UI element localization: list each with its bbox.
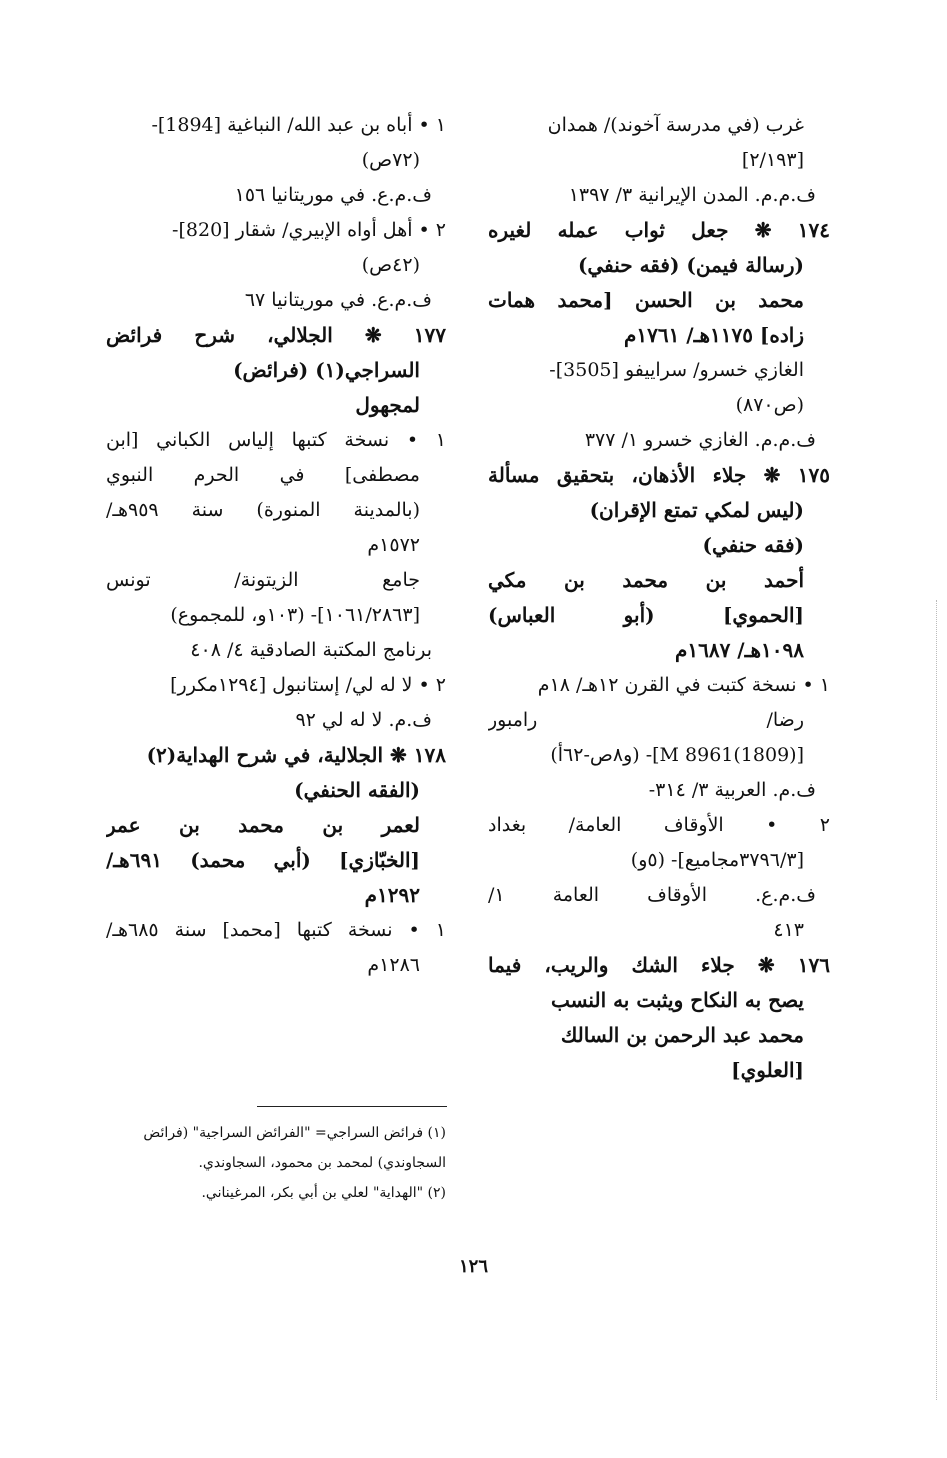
text-line: (فقه حنفي) (702, 533, 804, 557)
text-line: [الخبّازي] (أبي محمد) ٦٩١هـ/ (106, 848, 420, 872)
text-line: ١ • أباه بن عبد الله/ النباغية [1894]- (151, 114, 446, 136)
text-line: [الحموي] (أبو العباس) (488, 603, 804, 627)
text-line: ٤١٣ (773, 919, 804, 941)
text-line: (رسالة فيمن) (فقه حنفي) (577, 253, 804, 277)
text-line: ١٢٩٢م (364, 883, 420, 907)
text-line: (٤٢ص) (361, 254, 420, 276)
footnotes (106, 1118, 446, 1208)
text-line: أحمد بن محمد بن مكي (488, 568, 804, 592)
text-line: برنامج المكتبة الصادقية ٤/ ٤٠٨ (190, 639, 432, 661)
text-line: (٧٢ص) (361, 149, 420, 171)
text-line: ف.م. لا له لي ٩٢ (295, 709, 432, 731)
text-line: ١٥٧٢م (367, 534, 420, 556)
text-line: (ص٨٧٠) (735, 394, 804, 416)
text-line: ١٧٨ ❋ الجلالية، في شرح الهداية(٢) (146, 743, 446, 767)
text-line: ١ • نسخة كتبها إلياس الكباني [ابن (106, 429, 446, 451)
text-line: رضا/ رامبور (488, 709, 804, 731)
text-line: ف.م.ع. في موريتانيا ١٥٦ (234, 184, 432, 206)
text-line: يصح به النكاح ويثبت به النسب (550, 988, 804, 1012)
text-line: ١ • نسخة كتبت في القرن ١٢هـ/ ١٨م (537, 674, 830, 696)
text-line: ١ • نسخة كتبها [محمد] سنة ٦٨٥هـ/ (106, 919, 446, 941)
footnote-line: (٢) "الهداية" لعلي بن أبي بكر، المرغيناني. (201, 1185, 446, 1201)
text-line: [M 8961(1809)]- (و٨ص-٦٢أ) (550, 744, 804, 766)
text-line: [٣٧٩٦/٣مجاميع]- (٥و) (630, 849, 804, 871)
text-line: غرب (في مدرسة آخوند)/ همدان (547, 114, 804, 136)
text-line: (ليس لمكي تمتع الإقران) (589, 498, 804, 522)
text-line: ١٧٥ ❋ جلاء الأذهان، بتحقيق مسألة (488, 463, 830, 487)
footnote-line: (١) فرائض السراجي= "الفرائض السراجية" (فرائض (143, 1125, 446, 1141)
footnote-line: السجاوندي) لمحمد بن محمود، السجاوندي. (198, 1155, 446, 1171)
text-line: ف.م. العربية ٣/ ٣١٤- (648, 779, 816, 801)
text-line: محمد بن الحسن [محمد همات (488, 288, 804, 312)
text-line: [٢/١٩٣] (741, 149, 804, 171)
text-line: ف.م.ع. في موريتانيا ٦٧ (244, 289, 432, 311)
text-line: (الفقه الحنفي) (294, 778, 420, 802)
text-line: جامع الزيتونة/ تونس (106, 569, 420, 591)
text-line: [١٠٦١/٢٨٦٣]- (١٠٣و، للمجموع) (170, 604, 420, 626)
text-line: ١٧٤ ❋ جعل ثواب عمله لغيره (488, 218, 830, 242)
text-line: محمد عبد الرحمن بن السالك (560, 1023, 804, 1047)
page-number: ١٢٦ (458, 1256, 488, 1277)
text-line: ف.م.م. الغازي خسرو ١/ ٣٧٧ (584, 429, 816, 451)
text-line: ٢ • لا له لي/ إستانبول [١٢٩٤مكرر] (170, 674, 446, 696)
text-line: لعمر بن محمد بن عمر (106, 813, 420, 837)
text-line: السراجي(١) (فرائض) (233, 358, 420, 382)
text-line: مصطفى] في الحرم النبوي (106, 464, 420, 486)
text-line: ١٧٧ ❋ الجلالي، شرح فرائض (106, 323, 446, 347)
text-line: ف.م.م. المدن الإيرانية ٣/ ١٣٩٧ (568, 184, 816, 206)
footnote-divider (257, 1106, 447, 1107)
right-column (488, 108, 830, 1088)
scan-edge-dots (936, 600, 937, 1400)
text-line: ٢ • أهل أواه الإبيري/ شقار [820]- (172, 219, 446, 241)
text-line: الغازي خسرو/ سراييفو [3505]- (549, 359, 804, 381)
text-line: [العلوي] (731, 1058, 804, 1082)
text-line: ١٠٩٨هـ/ ١٦٨٧م (674, 638, 804, 662)
text-line: ف.م.ع. الأوقاف العامة ١/ (488, 884, 816, 906)
left-column (106, 108, 446, 983)
text-line: زاده] ١١٧٥هـ/ ١٧٦١م (623, 323, 804, 347)
text-line: لمجهول (355, 393, 420, 417)
text-line: ١٧٦ ❋ جلاء الشك والريب، فيما (488, 953, 830, 977)
text-line: (بالمدينة المنورة) سنة ٩٥٩هـ/ (106, 499, 420, 521)
text-line: ١٢٨٦م (367, 954, 420, 976)
text-line: ٢ • الأوقاف العامة/ بغداد (488, 814, 830, 836)
